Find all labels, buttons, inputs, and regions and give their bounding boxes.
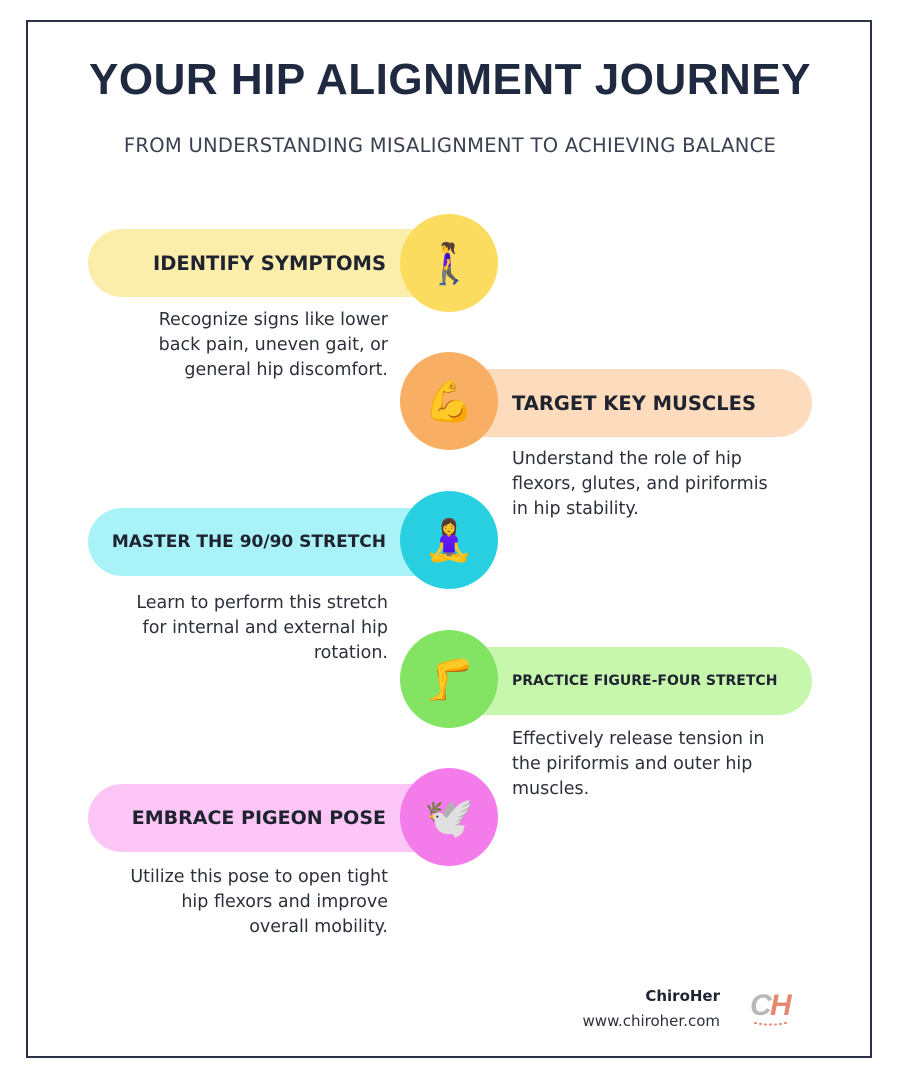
step-embrace-pigeon-pose-description: Utilize this pose to open tight hip flexors and improve overall mobility. [130,867,388,937]
brand-url[interactable]: www.chiroher.com [582,1012,720,1030]
step-label: EMBRACE PIGEON POSE [131,807,386,829]
chiroher-logo [748,985,800,1031]
walking-woman-icon: 🚶‍♀️ [400,214,498,312]
dove-icon: 🕊️ [400,768,498,866]
svg-text:H: H [770,989,792,1022]
flexed-biceps-icon: 💪 [400,352,498,450]
page-title: YOUR HIP ALIGNMENT JOURNEY [89,55,811,104]
step-master-90-90-stretch-description: Learn to perform this stretch for internal and external hip rotation. [136,593,388,663]
leg-icon: 🦵 [400,630,498,728]
page-subtitle: FROM UNDERSTANDING MISALIGNMENT TO ACHIEVING BALANCE [123,134,777,157]
svg-text:C: C [750,989,772,1022]
step-label: IDENTIFY SYMPTOMS [152,251,386,275]
step-practice-figure-four-stretch-description: Effectively release tension in the piriformis and outer hip muscles. [512,729,765,799]
step-target-key-muscles-description: Understand the role of hip flexors, glutes, and piriformis in hip stability. [512,449,768,519]
brand-name: ChiroHer [645,987,720,1005]
step-identify-symptoms-description: Recognize signs like lower back pain, uneven gait, or general hip discomfort. [158,310,388,380]
step-label: PRACTICE FIGURE-FOUR STRETCH [512,673,778,689]
lotus-position-icon: 🧘‍♀️ [400,491,498,589]
step-label: TARGET KEY MUSCLES [512,391,757,415]
step-label: MASTER THE 90/90 STRETCH [111,532,386,552]
